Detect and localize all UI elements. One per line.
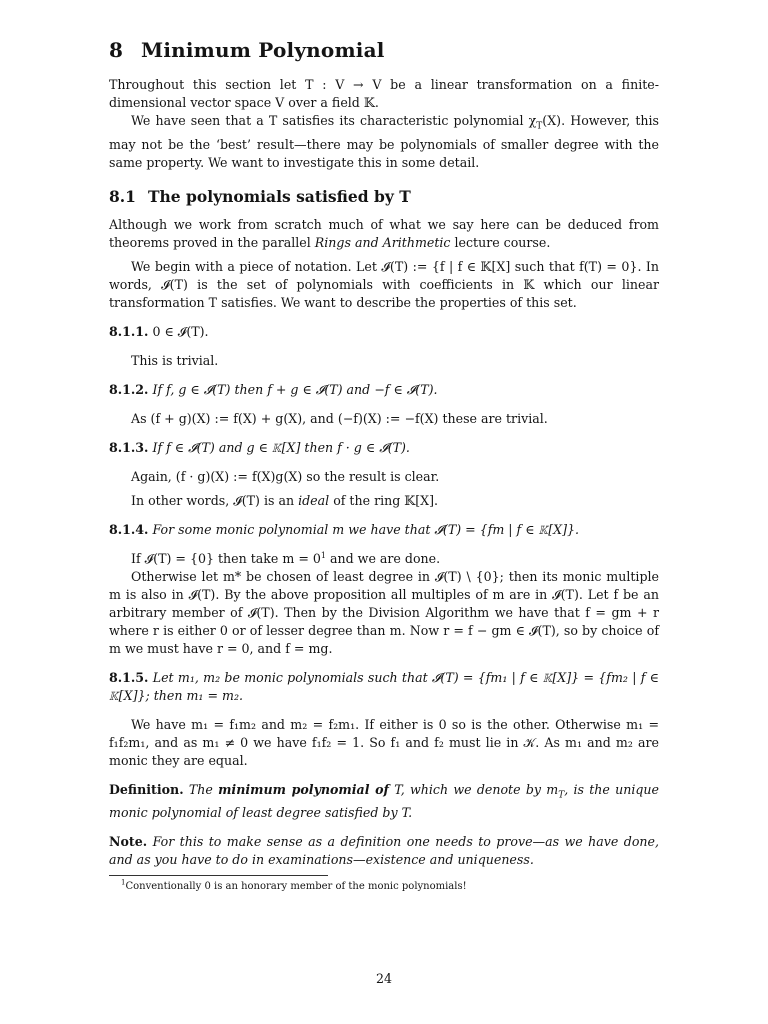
footnote (109, 880, 659, 893)
course-name: Rings and Arithmetic (314, 234, 451, 250)
footnote-marker: 1 (320, 550, 326, 560)
proposition-8-1-1: 8.1.1. 0 ∈ 𝓘(T). (109, 323, 209, 339)
page-content (109, 38, 659, 893)
footnote-divider (109, 875, 328, 876)
footnote-text: Conventionally 0 is an honorary member of the monic polynomials! (125, 881, 467, 893)
intro-paragraph-1: Throughout this section let T : V → V be a linear transformation on a finite-dimensional vector space V over a field 𝕂. (109, 77, 659, 110)
proof-8-1-2: As (f + g)(X) := f(X) + g(X), and (−f)(X) := −f(X) these are trivial. (131, 410, 548, 426)
subsection-number: 8.1 (109, 186, 136, 206)
section-heading (109, 38, 659, 62)
proposition-8-1-5: 8.1.5. Let m₁, m₂ be monic polynomials such that 𝓘(T) = {fm₁ | f ∈ 𝕂[X]} = {fm₂ | f ∈ 𝕂[X]}; then m₁ = m₂. (109, 669, 659, 703)
footnote-number: 1 (121, 878, 126, 887)
note-paragraph: Note. For this to make sense as a definition one needs to prove—as we have done, and as you have to do in examinations—existence and uniqueness. (109, 834, 659, 868)
proof-8-1-4-part-2: Otherwise let m* be chosen of least degree in 𝓘(T) \ {0}; then its monic multiple m is also in 𝓘(T). By the above proposition all multiples of m are in 𝓘(T). Let f be an arbitrary member of 𝓘(T). Then by the Division Algorithm we have that f = gm + r where r is either 0 or of lesser degree than m. Now r = f − gm ∈ 𝓘(T), so by choice of m we must have r = 0, and f = mg. (109, 568, 659, 656)
paragraph-although: Although we work from scratch much of what we say here can be deduced from theorems proved in the parallel Rings and Arithmetic lecture course. (109, 216, 659, 250)
proposition-8-1-2: 8.1.2. If f, g ∈ 𝓘(T) then f + g ∈ 𝓘(T) and −f ∈ 𝓘(T). (109, 381, 438, 397)
proposition-8-1-3: 8.1.3. If f ∈ 𝓘(T) and g ∈ 𝕂[X] then f · g ∈ 𝓘(T). (109, 439, 410, 455)
proof-8-1-3: Again, (f · g)(X) := f(X)g(X) so the result is clear. (131, 468, 440, 484)
proposition-8-1-4: 8.1.4. For some monic polynomial m we have that 𝓘(T) = {fm | f ∈ 𝕂[X]}. (109, 521, 580, 537)
paragraph-notation: We begin with a piece of notation. Let 𝓘(T) := {f | f ∈ 𝕂[X] such that f(T) = 0}. In words, 𝓘(T) is the set of polynomials with coefficients in 𝕂 which our linear transformation T satisfies. We want to describe the properties of this set. (109, 258, 659, 310)
defined-term: minimum polynomial of (218, 781, 389, 797)
section-number: 8 (109, 38, 124, 62)
proof-8-1-4-part-1: If 𝓘(T) = {0} then take $m = 0^1$ and we are done. (131, 550, 441, 566)
proof-8-1-5: We have m₁ = f₁m₂ and m₂ = f₂m₁. If either is 0 so is the other. Otherwise m₁ = f₁f₂m₁, and as m₁ ≠ 0 we have f₁f₂ = 1. So f₁ and f₂ must lie in 𝒦. As m₁ and m₂ are monic they are equal. (109, 716, 659, 768)
page-number: 24 (375, 971, 393, 986)
subsection-title: The polynomials satisfied by T (148, 186, 411, 206)
section-title: Minimum Polynomial (141, 38, 385, 62)
intro-paragraph-2: We have seen that a T satisfies its characteristic polynomial $\chi_T(X)$. However, this may not be the ‘best’ result—there may be polynomials of smaller degree with the same property. We want to investigate this in some detail. (109, 113, 659, 170)
definition-minimum-polynomial: Definition. The minimum polynomial of T, which we denote by $m_T$, is the unique monic polynomial of least degree satisfied by T. (109, 781, 659, 821)
proof-8-1-1: This is trivial. (131, 352, 219, 368)
ideal-remark: In other words, 𝓘(T) is an ideal of the ring 𝕂[X]. (131, 492, 439, 508)
subsection-heading (109, 187, 659, 206)
